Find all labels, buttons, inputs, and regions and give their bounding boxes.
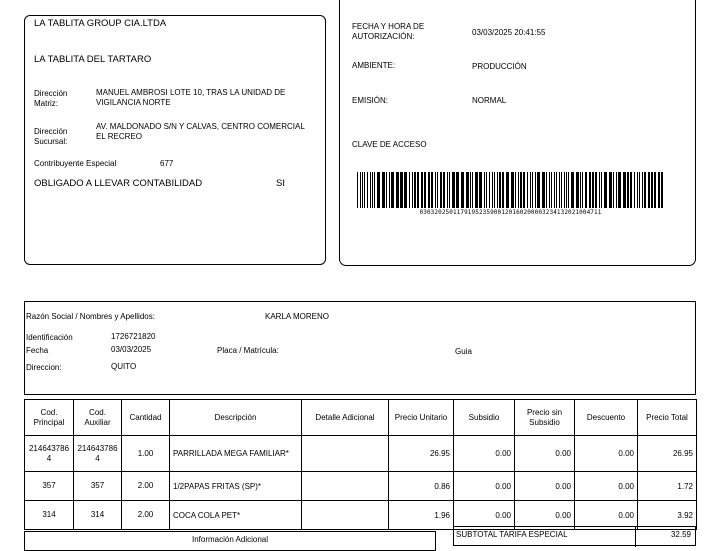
subtotal-special-value: 32.59 [670, 530, 691, 539]
barcode-bars [357, 172, 663, 208]
barcode-bar [437, 172, 438, 208]
barcode-bar [644, 172, 646, 208]
table-row [25, 436, 697, 472]
barcode-bar [623, 172, 626, 208]
barcode-bar [499, 172, 501, 208]
barcode-bar [551, 172, 552, 208]
barcode-bar [609, 172, 612, 208]
barcode-bar [582, 172, 583, 208]
cell-cantidad: 2.00 [122, 472, 170, 501]
cell-detalle [302, 436, 389, 472]
barcode-bar [449, 172, 450, 208]
cell-subsidio: 0.00 [454, 501, 515, 530]
barcode-bar [492, 172, 493, 208]
barcode-bar [456, 172, 459, 208]
emission-value: NORMAL [472, 96, 507, 105]
col-header: Cantidad [122, 400, 170, 436]
buyer-id-label: Identificación [26, 333, 73, 342]
authorization-box [339, 0, 696, 266]
access-key-number: 0303202501179195235900120160200003234132021004711 [419, 209, 602, 216]
cell-descuento: 0.00 [575, 472, 638, 501]
barcode-bar [537, 172, 540, 208]
col-header: Precio Unitario [389, 400, 454, 436]
barcode-bar [431, 172, 433, 208]
barcode-bar [412, 172, 413, 208]
barcode-bar [520, 172, 522, 208]
barcode-bar [372, 172, 373, 208]
barcode-bar [630, 172, 632, 208]
auth-datetime-label: FECHA Y HORA DE AUTORIZACIÓN: [352, 22, 425, 41]
special-taxpayer-value: 677 [160, 159, 174, 168]
environment-value: PRODUCCIÓN [472, 62, 527, 71]
buyer-id-value: 1726721820 [111, 332, 156, 341]
cell-precio-unitario: 26.95 [389, 436, 454, 472]
cell-precio-total: 26.95 [638, 436, 697, 472]
barcode-bar [576, 172, 579, 208]
barcode-bar [382, 172, 385, 208]
barcode-bar [627, 172, 629, 208]
barcode-bar [364, 172, 365, 208]
barcode-bar [484, 172, 485, 208]
barcode-bar [616, 172, 617, 208]
barcode-bar [435, 172, 436, 208]
matrix-address-value: MANUEL AMBROSI LOTE 10, TRAS LA UNIDAD DE VIGILANCIA NORTE [96, 88, 286, 107]
barcode-bar [601, 172, 602, 208]
branch-address-label: Dirección Sucursal: [34, 127, 68, 146]
barcode-bar [568, 172, 569, 208]
cell-precio-sin-subsidio: 0.00 [515, 436, 575, 472]
barcode-bar [374, 172, 375, 208]
barcode-bar [556, 172, 557, 208]
additional-info-title: Información Adicional [191, 535, 269, 544]
cell-descuento: 0.00 [575, 501, 638, 530]
barcode-bar [580, 172, 581, 208]
buyer-date-label: Fecha [26, 346, 49, 355]
barcode-bar [639, 172, 640, 208]
cell-precio-sin-subsidio: 0.00 [515, 472, 575, 501]
barcode-bar [502, 172, 504, 208]
buyer-name-label: Razón Social / Nombres y Apellidos: [26, 312, 155, 321]
barcode-bar [613, 172, 614, 208]
accounting-label: OBLIGADO A LLEVAR CONTABILIDAD [34, 178, 203, 189]
cell-subsidio: 0.00 [454, 472, 515, 501]
accounting-value: SI [276, 178, 285, 189]
emission-label: EMISIÓN: [352, 96, 389, 105]
cell-cantidad: 1.00 [122, 436, 170, 472]
subtotal-special-row [453, 526, 696, 546]
barcode-bar [386, 172, 387, 208]
barcode-bar [564, 172, 565, 208]
barcode-bar [357, 172, 358, 208]
barcode-bar [511, 172, 514, 208]
cell-precio-sin-subsidio: 0.00 [515, 501, 575, 530]
barcode-bar [595, 172, 597, 208]
access-key-label: CLAVE DE ACCESO [352, 140, 427, 149]
barcode-bar [440, 172, 442, 208]
cell-cod-principal: 314 [25, 501, 74, 530]
barcode-bar [566, 172, 567, 208]
barcode-bar [561, 172, 562, 208]
col-header: Cod. Principal [25, 400, 74, 436]
cell-cod-auxiliar: 357 [74, 472, 122, 501]
barcode-bar [535, 172, 536, 208]
barcode-bar [589, 172, 591, 208]
items-table [24, 399, 697, 530]
subtotal-special-label: SUBTOTAL TARIFA ESPECIAL [456, 530, 568, 539]
barcode-bar [414, 172, 416, 208]
barcode-bar [404, 172, 407, 208]
col-header: Detalle Adicional [302, 400, 389, 436]
barcode-bar [400, 172, 403, 208]
barcode-bar [497, 172, 498, 208]
barcode-bar [494, 172, 495, 208]
col-header: Precio sin Subsidio [515, 400, 575, 436]
barcode-bar [642, 172, 643, 208]
matrix-address-label: Dirección Matriz: [34, 89, 68, 108]
barcode-bar [417, 172, 419, 208]
cell-precio-unitario: 1.96 [389, 501, 454, 530]
buyer-box [24, 301, 696, 395]
cell-descripcion: 1/2PAPAS FRITAS (SP)* [170, 472, 302, 501]
barcode-bar [470, 172, 471, 208]
barcode-bar [554, 172, 555, 208]
barcode-bar [658, 172, 660, 208]
barcode-bar [367, 172, 368, 208]
buyer-date-value: 03/03/2025 [111, 345, 152, 354]
issuer-box [24, 15, 326, 265]
special-taxpayer-label: Contribuyente Especial [34, 159, 117, 168]
barcode-bar [585, 172, 587, 208]
barcode-bar [443, 172, 445, 208]
cell-precio-unitario: 0.86 [389, 472, 454, 501]
buyer-address-label: Direccion: [26, 363, 62, 372]
branch-address-value: AV. MALDONADO S/N Y CALVAS, CENTRO COMERCIAL EL RECREO [96, 122, 305, 141]
buyer-address-value: QUITO [111, 362, 137, 371]
barcode [357, 172, 664, 210]
barcode-bar [447, 172, 448, 208]
barcode-bar [421, 172, 423, 208]
barcode-bar [461, 172, 464, 208]
barcode-bar [360, 172, 361, 208]
barcode-bar [518, 172, 519, 208]
barcode-bar [523, 172, 525, 208]
barcode-bar [424, 172, 426, 208]
company-name: LA TABLITA GROUP CIA.LTDA [34, 18, 167, 29]
barcode-bar [532, 172, 533, 208]
barcode-bar [604, 172, 607, 208]
barcode-bar [571, 172, 574, 208]
barcode-bar [362, 172, 363, 208]
barcode-bar [634, 172, 635, 208]
col-header: Descripción [170, 400, 302, 436]
barcode-bar [428, 172, 430, 208]
barcode-bar [466, 172, 469, 208]
cell-descripcion: COCA COLA PET* [170, 501, 302, 530]
barcode-bar [391, 172, 394, 208]
barcode-bar [409, 172, 410, 208]
barcode-bar [377, 172, 380, 208]
barcode-bar [651, 172, 653, 208]
barcode-bar [479, 172, 482, 208]
additional-info-box [24, 531, 436, 551]
cell-cod-auxiliar: 314 [74, 501, 122, 530]
barcode-bar [542, 172, 545, 208]
barcode-bar [599, 172, 600, 208]
barcode-bar [648, 172, 650, 208]
col-header: Cod. Auxiliar [74, 400, 122, 436]
auth-datetime-value: 03/03/2025 20:41:55 [472, 28, 546, 37]
barcode-bar [549, 172, 550, 208]
cell-descripcion: PARRILLADA MEGA FAMILIAR* [170, 436, 302, 472]
barcode-bar [389, 172, 390, 208]
barcode-bar [654, 172, 656, 208]
col-header: Subsidio [454, 400, 515, 436]
barcode-bar [637, 172, 638, 208]
barcode-bar [396, 172, 399, 208]
barcode-bar [592, 172, 594, 208]
plate-label: Placa / Matrícula: [217, 346, 279, 355]
barcode-bar [452, 172, 455, 208]
barcode-bar [618, 172, 621, 208]
cell-detalle [302, 501, 389, 530]
barcode-bar [472, 172, 473, 208]
barcode-bar [506, 172, 509, 208]
barcode-bar [475, 172, 478, 208]
cell-cod-principal: 357 [25, 472, 74, 501]
barcode-bar [527, 172, 528, 208]
buyer-name-value: KARLA MORENO [265, 312, 330, 321]
cell-subsidio: 0.00 [454, 436, 515, 472]
cell-descuento: 0.00 [575, 436, 638, 472]
cell-cod-auxiliar: 2146437864 [74, 436, 122, 472]
trade-name: LA TABLITA DEL TARTARO [34, 54, 152, 65]
cell-precio-total: 1.72 [638, 472, 697, 501]
barcode-bar [370, 172, 371, 208]
barcode-bar [489, 172, 490, 208]
barcode-bar [486, 172, 487, 208]
cell-cantidad: 2.00 [122, 501, 170, 530]
barcode-bar [559, 172, 560, 208]
subtotal-divider [635, 527, 636, 547]
cell-detalle [302, 472, 389, 501]
table-row [25, 472, 697, 501]
environment-label: AMBIENTE: [352, 61, 396, 70]
col-header: Precio Total [638, 400, 697, 436]
cell-precio-total: 3.92 [638, 501, 697, 530]
col-header: Descuento [575, 400, 638, 436]
guide-label: Guia [455, 347, 472, 356]
barcode-bar [515, 172, 516, 208]
barcode-bar [546, 172, 547, 208]
barcode-bar [530, 172, 531, 208]
barcode-bar [661, 172, 663, 208]
items-header-row [25, 400, 697, 436]
cell-cod-principal: 2146437864 [25, 436, 74, 472]
